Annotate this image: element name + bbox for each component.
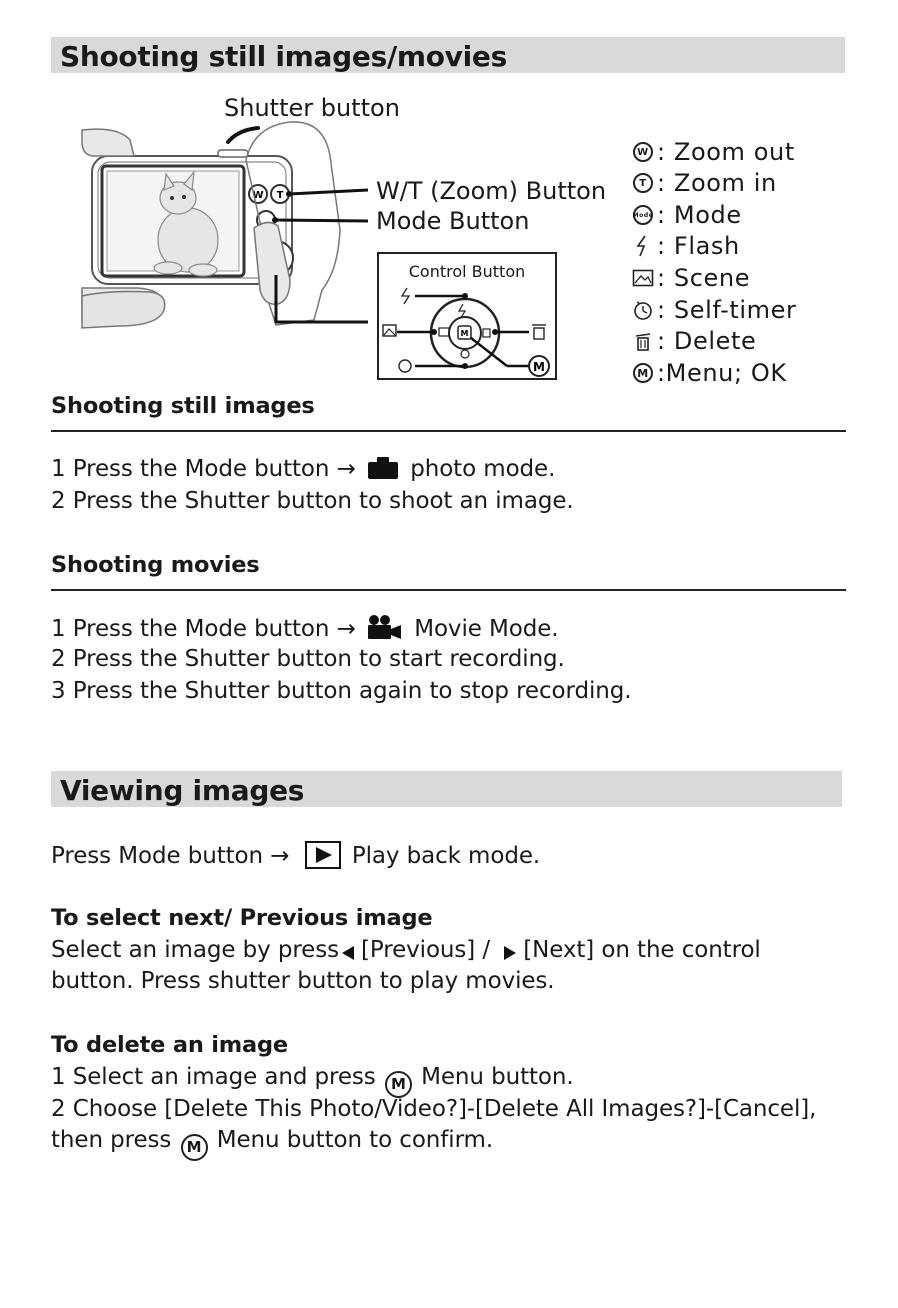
shutter-button-label: Shutter button [224, 94, 400, 122]
legend-delete: : Delete [632, 327, 756, 355]
next-previous-text-2: button. Press shutter button to play movies. [51, 968, 555, 994]
legend-flash: : Flash [632, 232, 740, 260]
m-button-icon: M [385, 1071, 412, 1098]
next-previous-text-1: Select an image by press [Previous] / [Next] on the control [51, 937, 761, 963]
divider [51, 589, 846, 591]
still-step-2: 2 Press the Shutter button to shoot an image. [51, 488, 574, 514]
svg-text:M: M [460, 329, 469, 338]
m-circle-icon: M [632, 361, 654, 385]
legend-self-timer: : Self-timer [632, 296, 796, 324]
m-button-icon: M [181, 1134, 208, 1161]
still-step-1: 1 Press the Mode button → photo mode. [51, 456, 556, 482]
trash-icon [632, 329, 654, 353]
section-title: Shooting still images/movies [60, 40, 507, 73]
camera-illustration [78, 120, 368, 335]
self-timer-icon [632, 298, 654, 322]
still-images-heading: Shooting still images [51, 393, 315, 419]
section-header-viewing [51, 771, 842, 807]
control-button-box [377, 252, 557, 380]
control-pad-diagram [379, 254, 555, 378]
mode-circle-icon: Mode [632, 203, 654, 227]
legend-menu-ok: M :Menu; OK [632, 359, 787, 387]
triangle-left-icon [341, 945, 355, 961]
legend-scene: : Scene [632, 264, 750, 292]
delete-step-3: then press M Menu button to confirm. [51, 1127, 493, 1161]
triangle-right-icon [503, 945, 517, 961]
play-icon [305, 841, 341, 869]
w-circle-icon: W [632, 140, 654, 164]
section-header-shooting [51, 37, 845, 73]
section-title: Viewing images [60, 774, 305, 807]
movie-step-2: 2 Press the Shutter button to start recording. [51, 646, 565, 672]
legend-zoom-in: T : Zoom in [632, 169, 777, 197]
camera-icon [367, 456, 399, 480]
t-circle-icon: T [632, 171, 654, 195]
movies-heading: Shooting movies [51, 552, 260, 578]
control-button-label: Control Button [408, 262, 526, 281]
movie-step-3: 3 Press the Shutter button again to stop recording. [51, 678, 632, 704]
svg-text:T: T [276, 190, 284, 201]
movie-step-1: 1 Press the Mode button → Movie Mode. [51, 616, 559, 642]
legend-mode: Mode : Mode [632, 201, 742, 229]
delete-step-2: 2 Choose [Delete This Photo/Video?]-[Delete All Images?]-[Cancel], [51, 1096, 817, 1122]
svg-text:M: M [533, 360, 545, 374]
divider [51, 430, 846, 432]
legend-zoom-out: W : Zoom out [632, 138, 795, 166]
flash-icon [632, 234, 654, 258]
mode-button-label: Mode Button [376, 207, 530, 235]
movie-camera-icon [367, 614, 403, 640]
wt-zoom-button-label: W/T (Zoom) Button [376, 177, 607, 205]
delete-heading: To delete an image [51, 1032, 288, 1058]
next-previous-heading: To select next/ Previous image [51, 905, 433, 931]
delete-step-1: 1 Select an image and press M Menu button. [51, 1064, 574, 1098]
svg-text:W: W [252, 190, 264, 201]
scene-icon [632, 266, 654, 290]
viewing-intro: Press Mode button → Play back mode. [51, 843, 541, 869]
